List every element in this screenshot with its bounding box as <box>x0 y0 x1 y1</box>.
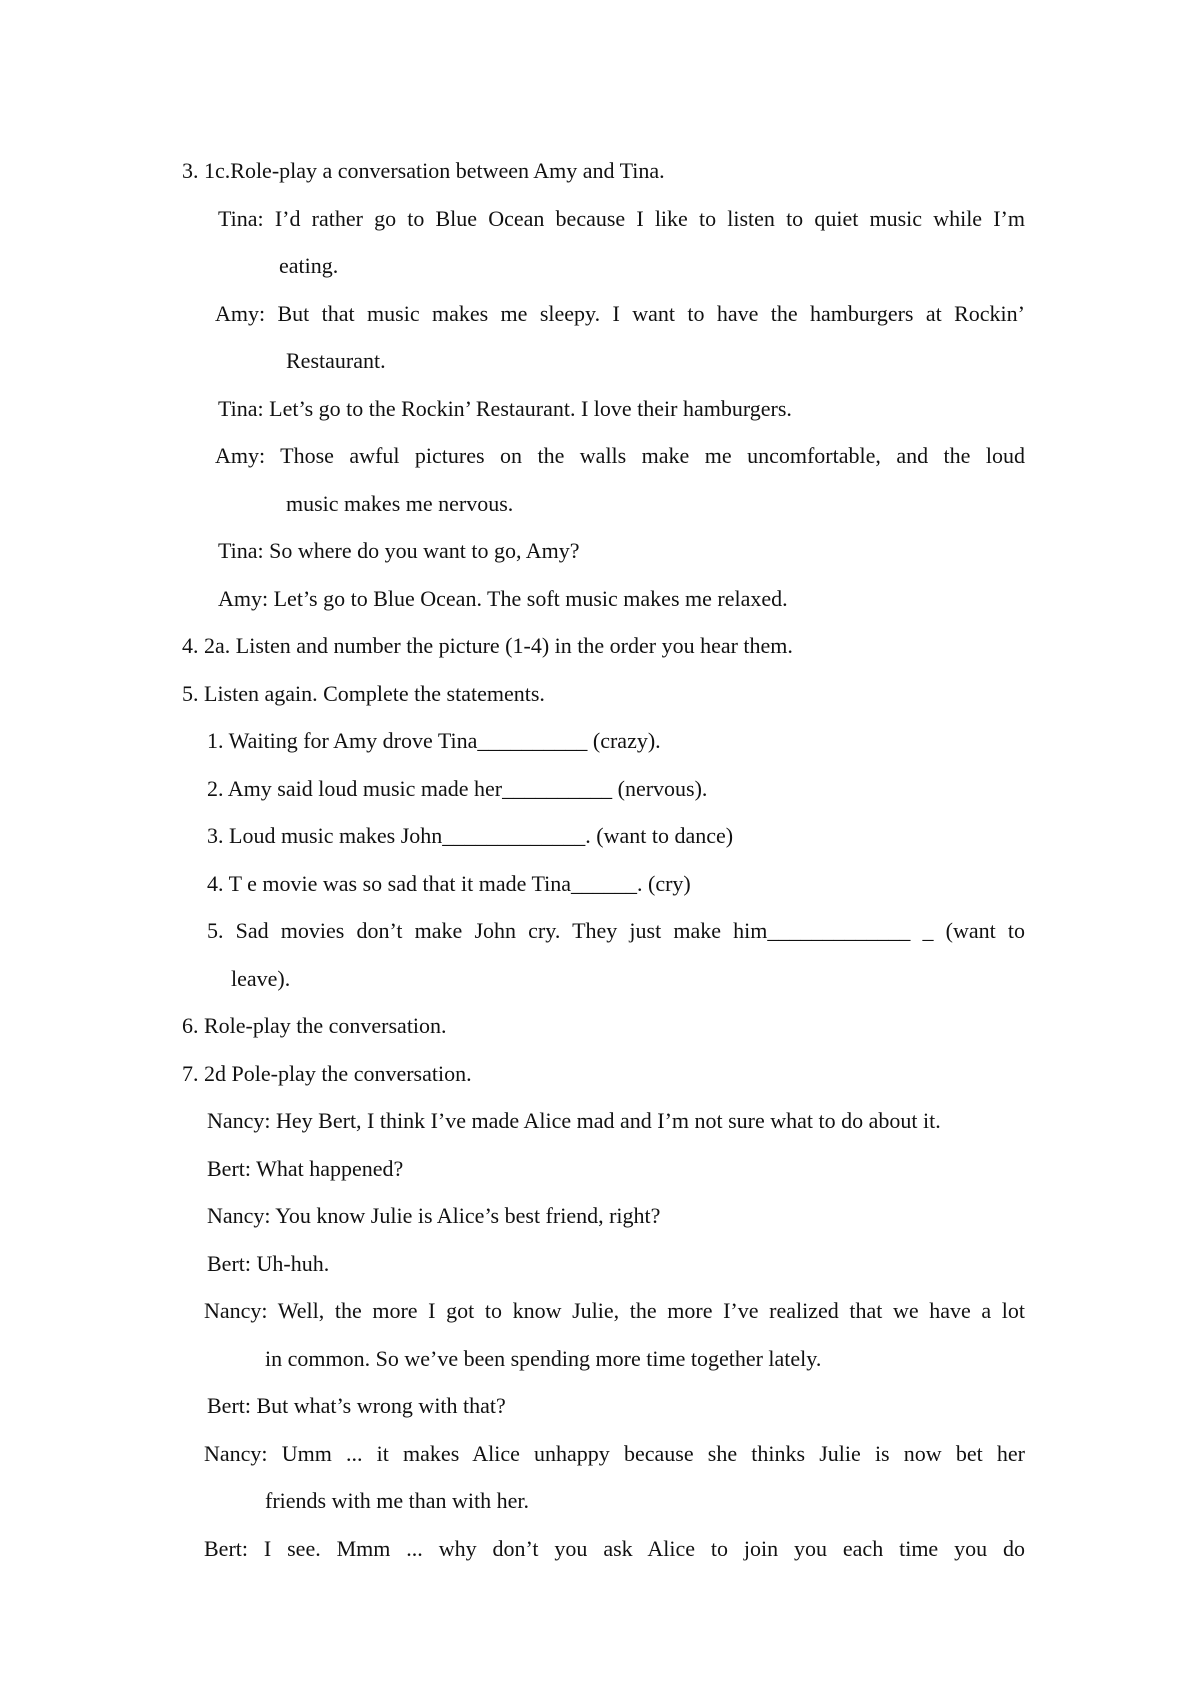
text-line: 2. Amy said loud music made her__________ (nervous). <box>207 775 708 801</box>
text-line: music makes me nervous. <box>286 490 514 516</box>
text-line: 3. 1c.Role-play a conversation between Amy and Tina. <box>182 158 665 183</box>
text-line: Bert: I see. Mmm ... why don’t you ask Alice to join you each time you do <box>204 1535 1025 1561</box>
text-line: Amy: But that music makes me sleepy. I want to have the hamburgers at Rockin’ <box>215 300 1025 326</box>
text-line: 7. 2d Pole-play the conversation. <box>182 1060 472 1086</box>
text-line: eating. <box>279 253 339 278</box>
text-line: Bert: Uh-huh. <box>207 1250 330 1276</box>
text-line: Bert: What happened? <box>207 1155 404 1181</box>
text-line: 1. Waiting for Amy drove Tina__________ (crazy). <box>207 728 661 753</box>
text-line: Nancy: You know Julie is Alice’s best friend, right? <box>207 1203 661 1228</box>
text-line: Tina: I’d rather go to Blue Ocean because I like to listen to quiet music while I’m <box>218 205 1025 231</box>
text-line: 5. Listen again. Complete the statements. <box>182 680 545 706</box>
text-line: Tina: So where do you want to go, Amy? <box>218 538 580 563</box>
text-line: Restaurant. <box>286 348 386 373</box>
text-line: friends with me than with her. <box>265 1488 529 1513</box>
text-line: Nancy: Umm ... it makes Alice unhappy because she thinks Julie is now bet her <box>204 1440 1025 1466</box>
text-line: Bert: But what’s wrong with that? <box>207 1393 506 1418</box>
text-line: 3. Loud music makes John_____________. (want to dance) <box>207 823 734 848</box>
text-line: in common. So we’ve been spending more time together lately. <box>265 1345 822 1371</box>
text-line: 6. Role-play the conversation. <box>182 1013 447 1038</box>
text-line: leave). <box>231 965 291 991</box>
text-line: 5. Sad movies don’t make John cry. They just make him_____________ _ (want to <box>207 918 1025 943</box>
text-line: 4. T e movie was so sad that it made Tina______. (cry) <box>207 870 691 896</box>
text-line: Tina: Let’s go to the Rockin’ Restaurant. I love their hamburgers. <box>218 395 792 421</box>
text-line: Amy: Those awful pictures on the walls make me uncomfortable, and the loud <box>215 443 1025 468</box>
text-line: Nancy: Well, the more I got to know Julie, the more I’ve realized that we have a lot <box>204 1298 1025 1323</box>
text-line: Amy: Let’s go to Blue Ocean. The soft music makes me relaxed. <box>218 585 788 611</box>
text-line: 4. 2a. Listen and number the picture (1-4) in the order you hear them. <box>182 633 793 658</box>
text-line: Nancy: Hey Bert, I think I’ve made Alice mad and I’m not sure what to do about it. <box>207 1108 941 1133</box>
